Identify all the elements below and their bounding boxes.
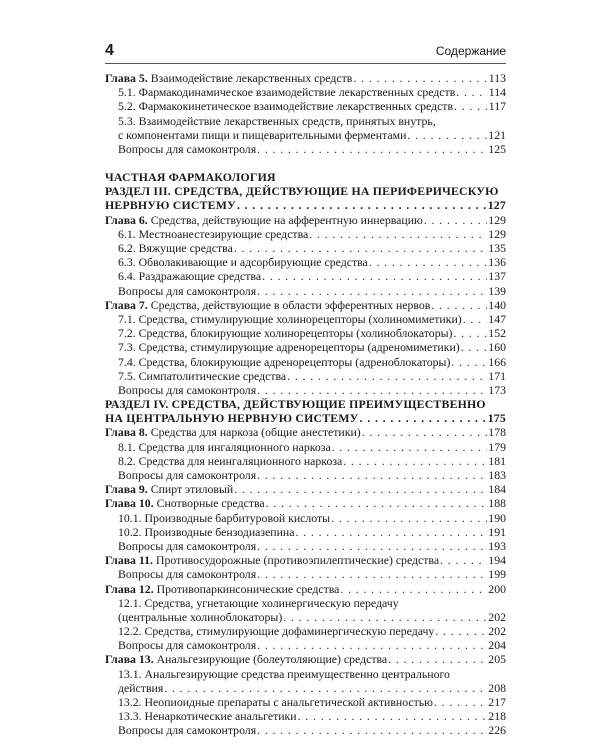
toc-line-7-2 — [105, 326, 506, 340]
page-ref: 140 — [488, 297, 506, 312]
toc-line-7-5 — [105, 369, 506, 383]
toc-line-12-1a — [105, 596, 506, 610]
page-ref: 125 — [488, 141, 506, 156]
page-number: 4 — [105, 42, 114, 59]
page-ref: 171 — [488, 368, 506, 383]
toc-entry-title: 13.1. Анальгезирующие средства преимущественно центрального — [118, 666, 450, 681]
dot-leader — [257, 638, 487, 652]
toc-entry-title: Вопросы для самоконтроля — [118, 468, 257, 483]
dot-leader — [434, 695, 487, 709]
dot-leader — [407, 128, 487, 142]
toc-entry-title: Вопросы для самоконтроля — [118, 539, 257, 553]
dot-leader — [287, 369, 487, 383]
dot-leader — [453, 326, 487, 340]
toc-line-5-3a — [105, 114, 506, 128]
toc-entry-title: 6.1. Местноанестезирующие средства — [118, 226, 309, 241]
dot-leader — [353, 71, 487, 85]
page-ref: 117 — [488, 99, 506, 114]
page-ref: 136 — [488, 255, 506, 270]
page-ref: 226 — [488, 723, 506, 738]
toc-line-ch10 — [105, 496, 506, 510]
page-ref: 190 — [488, 510, 506, 525]
dot-leader — [257, 468, 487, 482]
toc-entry-title — [105, 426, 361, 440]
page-ref: 139 — [488, 283, 506, 298]
page-ref: 160 — [488, 340, 506, 355]
dot-leader — [234, 482, 487, 496]
page-ref: 137 — [488, 269, 506, 284]
dot-leader — [343, 454, 487, 468]
dot-leader — [463, 312, 488, 326]
page-ref: 184 — [488, 482, 506, 497]
toc-line-5-3b — [105, 128, 506, 142]
toc-line-13-1b — [105, 681, 506, 695]
toc-line-r3b — [105, 199, 506, 213]
dot-leader — [237, 199, 487, 213]
chapter-title: Средства для наркоза (общие анестетики) — [147, 425, 361, 440]
dot-leader — [257, 142, 487, 156]
chapter-title: Средства, действующие в области эфферентных нервов — [147, 297, 431, 312]
toc-line-q7 — [105, 383, 506, 397]
page-ref: 208 — [488, 680, 506, 695]
toc-entry-title: с компонентами пищи и пищеварительными ферментами — [118, 127, 407, 142]
toc-entry-title: НА ЦЕНТРАЛЬНУЮ НЕРВНУЮ СИСТЕМУ — [105, 411, 359, 426]
page-ref: 202 — [488, 609, 506, 624]
toc-line-part — [105, 170, 506, 184]
toc-entry-title: Вопросы для самоконтроля — [118, 567, 257, 582]
toc-entry-title: действия — [118, 680, 164, 695]
chapter-title: Спирт этиловый — [147, 482, 234, 497]
toc-line-q5 — [105, 142, 506, 156]
toc-line-12-1b — [105, 610, 506, 624]
dot-leader — [451, 355, 487, 369]
dot-leader — [435, 624, 487, 638]
dot-leader — [369, 255, 488, 269]
toc-line-13-1a — [105, 667, 506, 681]
toc-line-5-2 — [105, 99, 506, 113]
toc-line-ch5 — [105, 71, 506, 85]
toc-block-special — [105, 170, 506, 738]
toc-entry-title: 7.2. Средства, блокирующие холинорецепторы (холиноблокаторы) — [118, 326, 453, 341]
chapter-label: Глава 13. — [105, 652, 154, 667]
toc-entry-title: 12.2. Средства, стимулирующие дофаминергическую передачу — [118, 624, 435, 639]
dot-leader — [424, 213, 487, 227]
toc-entry-title: Вопросы для самоконтроля — [118, 638, 257, 653]
toc-line-q6 — [105, 284, 506, 298]
dot-leader — [360, 411, 487, 425]
chapter-title: Анальгезирующие (болеутоляющие) средства — [153, 652, 388, 667]
toc-entry-title — [105, 582, 339, 596]
toc-entry-title: Вопросы для самоконтроля — [118, 382, 257, 397]
toc-line-6-3 — [105, 255, 506, 269]
page-ref: 129 — [488, 226, 506, 241]
dot-leader — [257, 567, 487, 581]
toc-line-q13 — [105, 723, 506, 737]
toc-entry-title: 13.3. Ненаркотические анальгетики — [118, 709, 297, 724]
toc-entry-title: 8.2. Средства для неингаляционного наркоза — [118, 453, 343, 468]
dot-leader — [257, 723, 487, 737]
toc-entry-title — [105, 71, 352, 85]
toc-entry-title — [105, 496, 265, 510]
toc-line-r4b — [105, 411, 506, 425]
dot-leader — [340, 582, 487, 596]
page-ref: 193 — [488, 539, 506, 553]
page-ref: 114 — [488, 85, 506, 100]
page-ref: 173 — [488, 382, 506, 397]
dot-leader — [456, 85, 487, 99]
toc-line-ch12 — [105, 582, 506, 596]
toc-line-13-2 — [105, 695, 506, 709]
dot-leader — [283, 610, 487, 624]
chapter-title: Взаимодействие лекарственных средств — [147, 71, 353, 85]
page-ref: 217 — [488, 695, 506, 710]
toc-entry-title: РАЗДЕЛ III. СРЕДСТВА, ДЕЙСТВУЮЩИЕ НА ПЕРИФЕРИЧЕСКУЮ — [105, 184, 499, 199]
toc-line-5-1 — [105, 85, 506, 99]
table-of-contents — [105, 71, 506, 738]
toc-line-8-2 — [105, 454, 506, 468]
page-ref: 181 — [488, 453, 506, 468]
dot-leader — [331, 511, 487, 525]
toc-line-q12 — [105, 638, 506, 652]
toc-line-r3a — [105, 184, 506, 198]
page-ref: 218 — [488, 709, 506, 724]
dot-leader — [431, 298, 487, 312]
toc-entry-title — [105, 213, 423, 227]
section-gap — [105, 156, 506, 170]
page-ref: 183 — [488, 468, 506, 483]
toc-line-10-1 — [105, 511, 506, 525]
toc-entry-title: 6.3. Обволакивающие и адсорбирующие средства — [118, 255, 368, 270]
dot-leader — [440, 553, 487, 567]
toc-entry-title: 7.1. Средства, стимулирующие холинорецепторы (холиномиметики) — [118, 312, 462, 326]
dot-leader — [388, 653, 487, 667]
toc-entry-title — [105, 653, 387, 667]
toc-line-r4a — [105, 397, 506, 411]
dot-leader — [298, 709, 488, 723]
chapter-label: Глава 11. — [105, 553, 154, 568]
toc-line-ch9 — [105, 482, 506, 496]
toc-entry-title: 10.2. Производные бензодиазепина — [118, 524, 295, 539]
toc-entry-title: 7.3. Средства, стимулирующие адренорецепторы (адреномиметики) — [118, 340, 460, 355]
toc-entry-title — [105, 482, 233, 496]
chapter-label: Глава 10. — [105, 496, 154, 511]
page-ref: 113 — [488, 71, 506, 85]
page-header — [105, 42, 506, 60]
chapter-label: Глава 7. — [105, 297, 148, 312]
dot-leader — [362, 426, 488, 440]
toc-line-ch6 — [105, 213, 506, 227]
chapter-title: Снотворные средства — [153, 496, 265, 511]
dot-leader — [234, 241, 487, 255]
toc-entry-title — [105, 553, 439, 567]
page-ref: 194 — [488, 553, 506, 568]
running-head: Содержание — [435, 44, 506, 58]
toc-entry-title: Вопросы для самоконтроля — [118, 723, 257, 738]
toc-entry-title: 13.2. Неопиоидные препараты с анальгетической активностью — [118, 695, 433, 710]
dot-leader — [257, 539, 487, 553]
dot-leader — [461, 340, 488, 354]
dot-leader — [332, 440, 488, 454]
dot-leader — [257, 383, 487, 397]
chapter-label: Глава 8. — [105, 425, 148, 440]
toc-entry-title: 6.4. Раздражающие средства — [118, 269, 262, 284]
header-rule — [105, 63, 506, 64]
toc-entry-title: Вопросы для самоконтроля — [118, 141, 257, 156]
chapter-title: Противопаркинсонические средства — [153, 581, 340, 596]
page-ref: 166 — [488, 354, 506, 369]
chapter-label: Глава 6. — [105, 212, 148, 227]
toc-line-ch13 — [105, 653, 506, 667]
toc-line-q11 — [105, 567, 506, 581]
page-ref: 199 — [488, 567, 506, 582]
chapter-title: Противосудорожные (противоэпилептические) средства — [153, 553, 440, 568]
toc-entry-title: РАЗДЕЛ IV. СРЕДСТВА, ДЕЙСТВУЮЩИЕ ПРЕИМУЩЕСТВЕННО — [105, 397, 486, 412]
chapter-title: Средства, действующие на афферентную иннервацию — [147, 212, 423, 227]
toc-entry-title: 5.3. Взаимодействие лекарственных средств, принятых внутрь, — [118, 113, 436, 128]
chapter-label: Глава 9. — [105, 482, 148, 497]
toc-line-ch7 — [105, 298, 506, 312]
toc-line-7-1 — [105, 312, 506, 326]
toc-line-6-1 — [105, 227, 506, 241]
toc-entry-title: 10.1. Производные барбитуровой кислоты — [118, 510, 331, 525]
page-ref: 200 — [488, 581, 506, 596]
page-ref: 204 — [488, 638, 506, 653]
dot-leader — [164, 681, 487, 695]
toc-entry-title: 5.1. Фармакодинамическое взаимодействие лекарственных средств — [118, 85, 456, 100]
chapter-label: Глава 5. — [105, 71, 148, 85]
dot-leader — [309, 227, 487, 241]
dot-leader — [295, 525, 487, 539]
page-ref: 147 — [488, 312, 506, 326]
toc-entry-title: НЕРВНУЮ СИСТЕМУ — [105, 198, 236, 213]
toc-line-12-2 — [105, 624, 506, 638]
chapter-label: Глава 12. — [105, 581, 154, 596]
page-ref: 121 — [488, 127, 506, 142]
page-ref: 191 — [488, 524, 506, 539]
toc-entry-title: 7.4. Средства, блокирующие адренорецепторы (адреноблокаторы) — [118, 354, 451, 369]
toc-entry-title — [105, 298, 430, 312]
page-ref: 178 — [488, 425, 506, 440]
page-ref: 129 — [488, 212, 506, 227]
toc-line-q8 — [105, 468, 506, 482]
page-ref: 188 — [488, 496, 506, 511]
toc-entry-title: 7.5. Симпатолитические средства — [118, 368, 287, 383]
page-ref: 135 — [488, 241, 506, 256]
toc-entry-title: 12.1. Средства, угнетающие холинергическую передачу — [118, 595, 399, 610]
page-ref: 127 — [487, 198, 506, 213]
toc-line-8-1 — [105, 440, 506, 454]
toc-line-q10 — [105, 539, 506, 553]
page-ref: 179 — [488, 439, 506, 454]
toc-line-7-4 — [105, 355, 506, 369]
dot-leader — [257, 284, 487, 298]
dot-leader — [454, 99, 488, 113]
toc-block-general — [105, 71, 506, 156]
dot-leader — [266, 496, 488, 510]
toc-entry-title: 6.2. Вяжущие средства — [118, 241, 233, 256]
toc-line-ch8 — [105, 426, 506, 440]
dot-leader — [262, 269, 487, 283]
toc-line-6-4 — [105, 269, 506, 283]
toc-entry-title: 8.1. Средства для ингаляционного наркоза — [118, 439, 331, 454]
toc-entry-title: 5.2. Фармакокинетическое взаимодействие лекарственных средств — [118, 99, 454, 114]
toc-entry-title: ЧАСТНАЯ ФАРМАКОЛОГИЯ — [105, 170, 276, 185]
page-ref: 175 — [487, 411, 506, 426]
toc-line-7-3 — [105, 340, 506, 354]
toc-entry-title: Вопросы для самоконтроля — [118, 283, 257, 298]
page-ref: 202 — [488, 624, 506, 639]
toc-line-10-2 — [105, 525, 506, 539]
toc-line-6-2 — [105, 241, 506, 255]
toc-entry-title: (центральные холиноблокаторы) — [118, 609, 283, 624]
toc-line-ch11 — [105, 553, 506, 567]
toc-line-13-3 — [105, 709, 506, 723]
page-ref: 152 — [488, 326, 506, 341]
page-ref: 205 — [488, 652, 506, 667]
